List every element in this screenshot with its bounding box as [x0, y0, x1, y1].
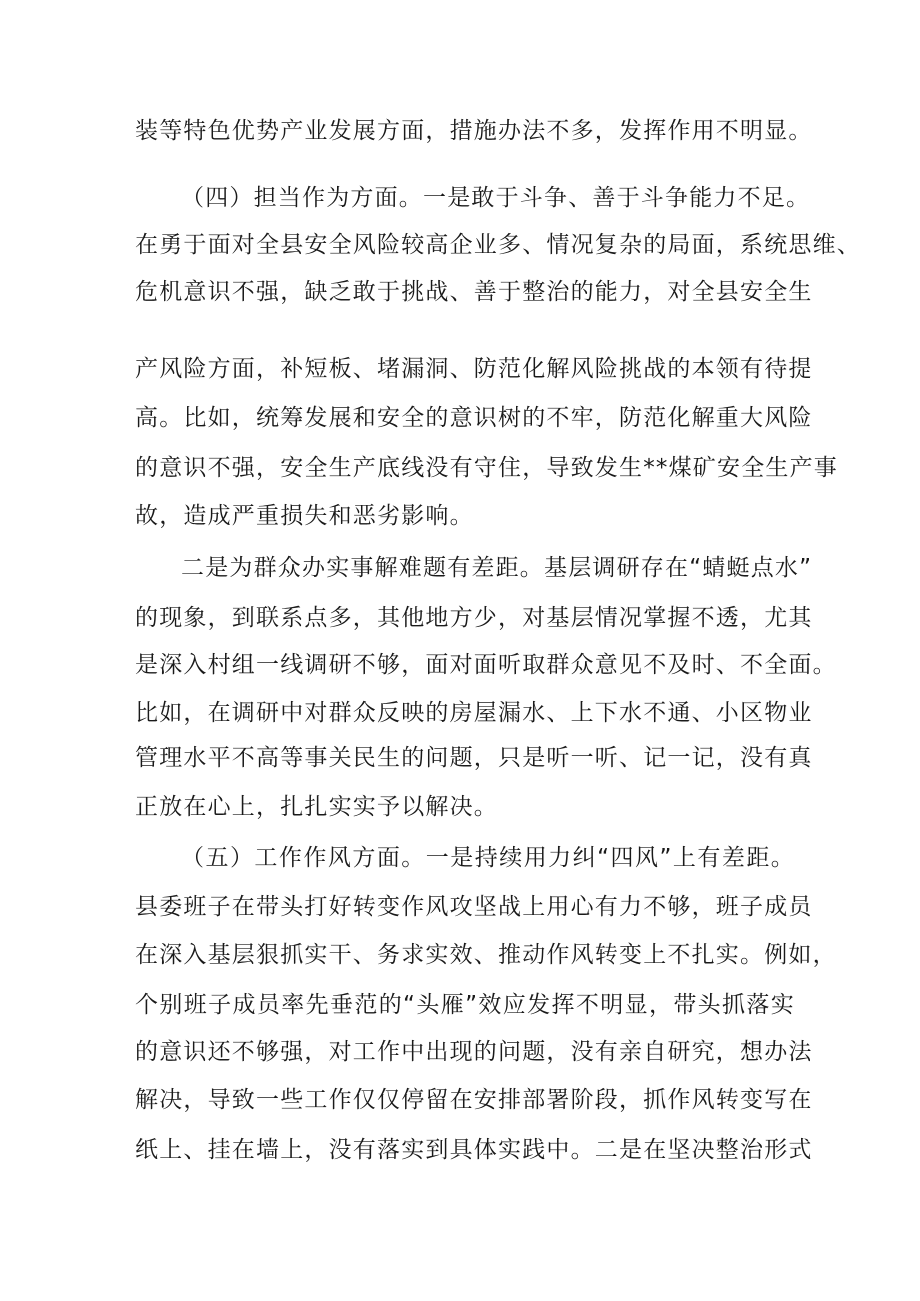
- text-line-17: 在深入基层狠抓实干、务求实效、推动作风转变上不扎实。例如，: [135, 942, 837, 968]
- text-line-7: 的意识不强，安全生产底线没有守住，导致发生**煤矿安全生产事: [135, 455, 838, 481]
- text-line-11: 是深入村组一线调研不够，面对面听取群众意见不及时、不全面。: [135, 652, 837, 678]
- text-line-10: 的现象，到联系点多，其他地方少，对基层情况掌握不透，尤其: [135, 605, 813, 631]
- text-line-6: 高。比如，统筹发展和安全的意识树的不牢，防范化解重大风险: [135, 405, 813, 431]
- text-line-20: 解决，导致一些工作仅仅停留在安排部署阶段，抓作风转变写在: [135, 1087, 813, 1113]
- text-line-3: 在勇于面对全县安全风险较高企业多、情况复杂的局面，系统思维、: [135, 232, 861, 258]
- text-line-16: 县委班子在带头打好转变作风攻坚战上用心有力不够，班子成员: [135, 894, 813, 920]
- text-line-12: 比如，在调研中对群众反映的房屋漏水、上下水不通、小区物业: [135, 700, 813, 726]
- text-line-1: 装等特色优势产业发展方面，措施办法不多，发挥作用不明显。: [135, 118, 813, 144]
- text-line-2: （四）担当作为方面。一是敢于斗争、善于斗争能力不足。: [181, 185, 811, 211]
- text-line-18: 个别班子成员率先垂范的“头雁”效应发挥不明显，带头抓落实: [135, 992, 795, 1018]
- text-line-15: （五）工作作风方面。一是持续用力纠“四风”上有差距。: [181, 845, 795, 871]
- text-line-5: 产风险方面，补短板、堵漏洞、防范化解风险挑战的本领有待提: [135, 356, 813, 382]
- text-line-21: 纸上、挂在墙上，没有落实到具体实践中。二是在坚决整治形式: [135, 1137, 813, 1163]
- text-line-13: 管理水平不高等事关民生的问题，只是听一听、记一记，没有真: [135, 745, 813, 771]
- text-line-14: 正放在心上，扎扎实实予以解决。: [135, 794, 498, 820]
- text-line-4: 危机意识不强，缺乏敢于挑战、善于整治的能力，对全县安全生: [135, 279, 813, 305]
- text-line-8: 故，造成严重损失和恶劣影响。: [135, 503, 474, 529]
- text-line-19: 的意识还不够强，对工作中出现的问题，没有亲自研究，想办法: [135, 1039, 813, 1065]
- text-line-9: 二是为群众办实事解难题有差距。基层调研存在“蜻蜓点水”: [181, 555, 813, 581]
